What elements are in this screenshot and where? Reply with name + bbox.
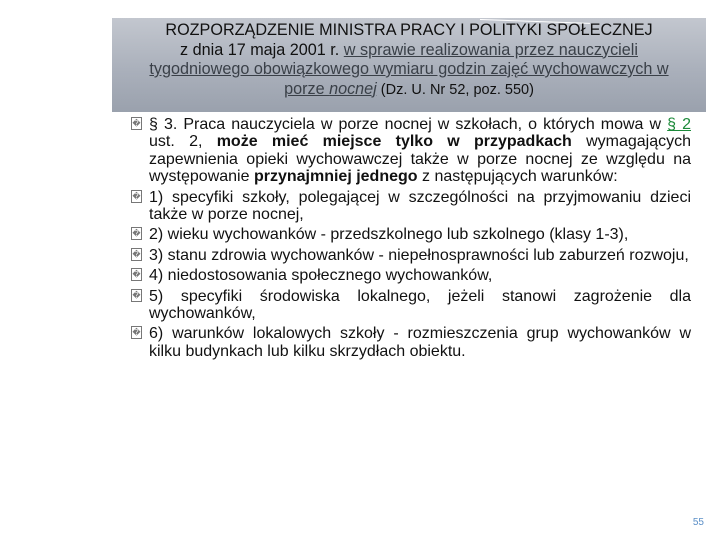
- regulation-link-part-1[interactable]: w sprawie realizowania przez nauczycieli: [343, 40, 638, 59]
- list-item: � 3) stanu zdrowia wychowanków - niepełnosprawności lub zaburzeń rozwoju,: [132, 246, 689, 264]
- regulation-link-part-2[interactable]: tygodniowego obowiązkowego wymiaru godzin zajęć wychowawczych w: [149, 60, 669, 78]
- paragraph-link[interactable]: § 2: [667, 116, 691, 133]
- bullet-icon: �: [132, 270, 141, 280]
- list-item: � 5) specyfiki środowiska lokalnego, jeżeli stanowi zagrożenie dla wychowanków,: [132, 287, 691, 323]
- journal-reference: (Dz. U. Nr 52, poz. 550): [376, 81, 534, 98]
- title-line-2: [112, 41, 706, 61]
- list-item: � 4) niedostosowania społecznego wychowanków,: [132, 267, 493, 285]
- bullet-icon: �: [132, 290, 141, 300]
- title-line-1: ROZPORZĄDZENIE MINISTRA PRACY I POLITYKI SPOŁECZNEJ: [165, 21, 653, 39]
- slide-body: [131, 116, 691, 363]
- emphasis-text: przynajmniej jednego: [253, 168, 418, 186]
- title-date: z dnia 17 maja 2001 r.: [180, 40, 344, 59]
- title-line-3: [112, 60, 706, 80]
- list-item: � 6) warunków lokalowych szkoły - rozmieszczenia grup wychowanków w kilku budynkach lub kilku skrzydłach obiektu.: [132, 325, 691, 360]
- bullet-icon: �: [132, 249, 141, 259]
- page-number: 55: [692, 517, 704, 528]
- title-line-4: [112, 80, 706, 101]
- bullet-icon: �: [132, 328, 141, 338]
- regulation-link-part-3[interactable]: porze: [284, 79, 330, 98]
- slide-title: [112, 21, 706, 100]
- emphasis-text: może mieć miejsce tylko w przypadkach: [216, 133, 572, 151]
- list-item: � 2) wieku wychowanków - przedszkolnego lub szkolnego (klasy 1-3),: [132, 226, 629, 244]
- bullet-icon: �: [132, 119, 141, 128]
- list-item: � 1) specyfiki szkoły, polegającej w szczególności na przyjmowaniu dzieci także w porze nocnej,: [132, 188, 691, 224]
- list-item: � § 3. Praca nauczyciela w porze nocnej w szkołach, o których mowa w § 2 ust. 2, może mieć miejsce tylko w przypadkach wymagających zapewnienia opieki wychowawczej także w porze nocnej ze względu na występowanie przynajmniej jednego z następujących warunków:: [132, 116, 692, 186]
- regulation-link-part-4[interactable]: nocnej: [329, 79, 377, 98]
- bullet-icon: �: [132, 229, 141, 239]
- bullet-icon: �: [132, 191, 141, 201]
